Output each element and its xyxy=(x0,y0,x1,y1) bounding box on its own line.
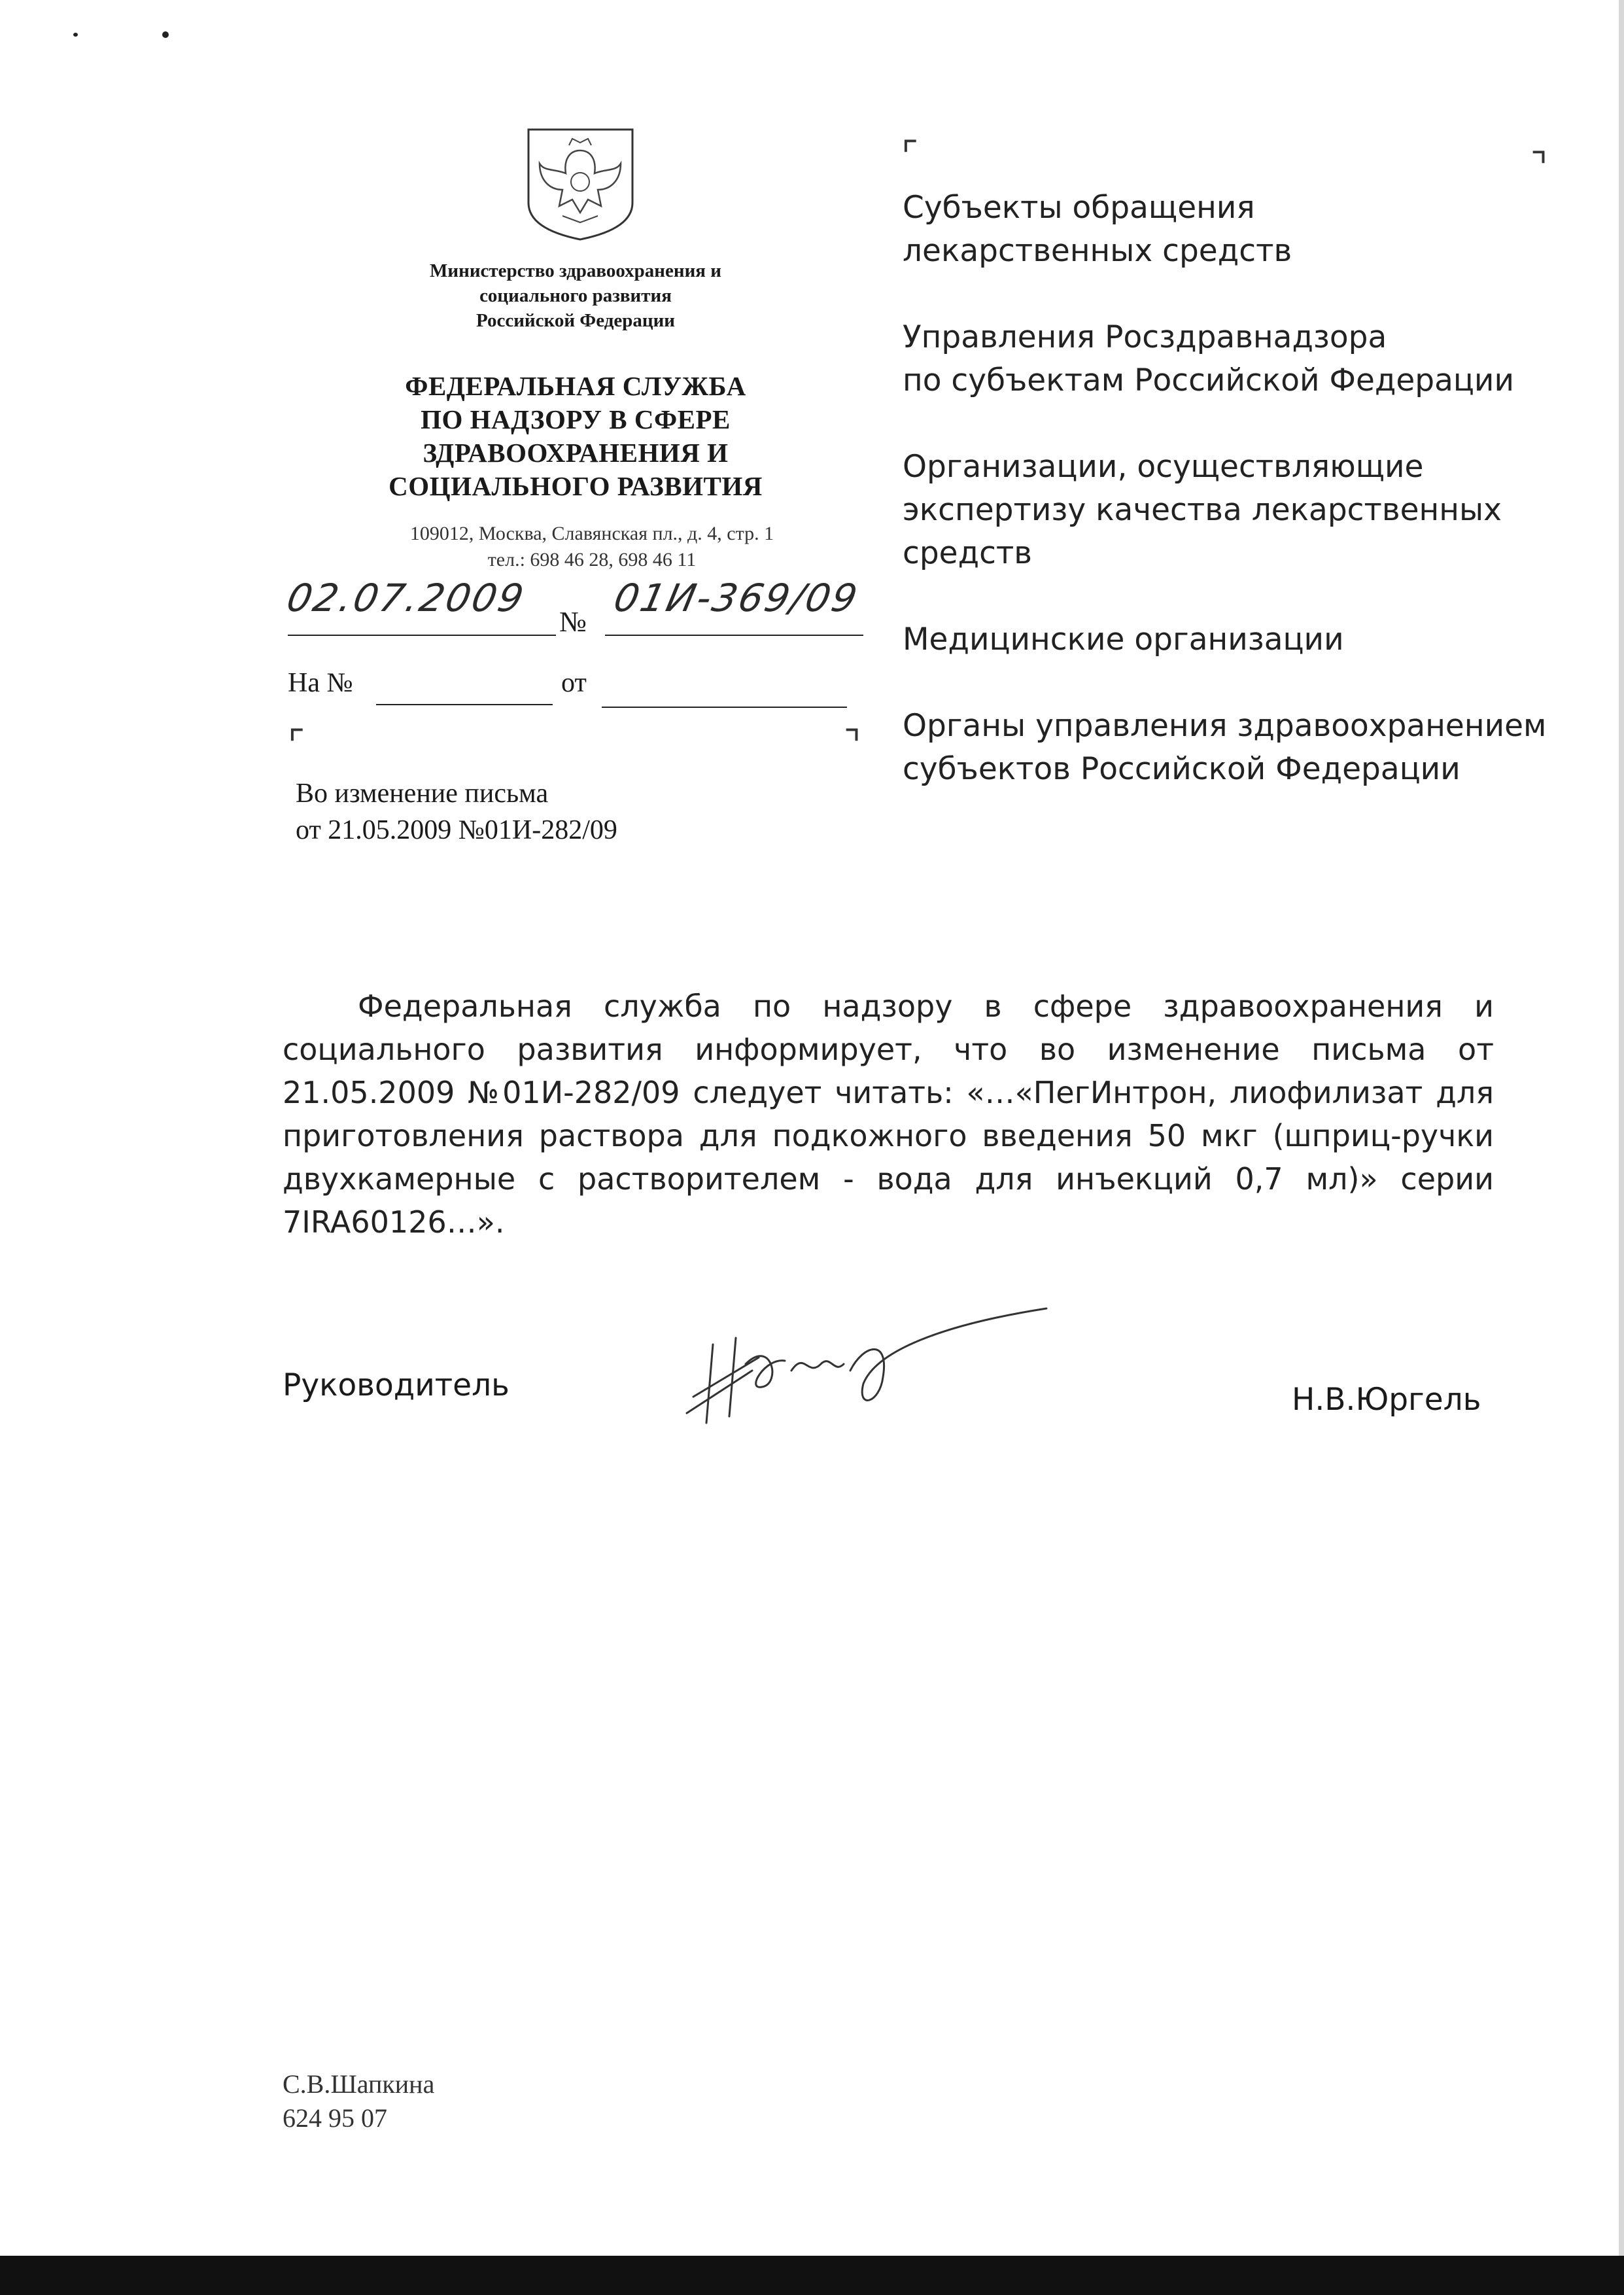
recipient-line: Медицинские организации xyxy=(903,622,1344,657)
reference-number-label: На № xyxy=(288,668,353,698)
bracket-corner-icon: ⌜ xyxy=(901,134,919,177)
recipient-line: Органы управления здравоохранением xyxy=(903,708,1547,744)
recipient-line: по субъектам Российской Федерации xyxy=(903,362,1514,398)
contact-phone: 624 95 07 xyxy=(283,2103,387,2133)
recipient-line: средств xyxy=(903,535,1033,571)
recipient-line: Организации, осуществляющие xyxy=(903,449,1424,485)
recipient-group xyxy=(903,186,1609,273)
agency-name xyxy=(301,370,850,503)
reference-date-blank xyxy=(602,707,847,708)
reference-from-label: от xyxy=(561,668,587,698)
letter-body: Федеральная служба по надзору в сфере здравоохранения и социального развития информирует, что во изменение письма от 21.05.2009 №01И-282/09 следует читать: «…«ПегИнтрон, лиофилизат для приготовления раствора для подкожного введения 50 мкг (шприц-ручки двухкамерные с растворителем - вода для инъекций 0,7 мл)» серии 7IRA60126…». xyxy=(283,989,1494,1240)
recipient-line: субъектов Российской Федерации xyxy=(903,751,1460,787)
scan-bottom-edge xyxy=(0,2256,1624,2295)
registration-number-handwritten: 01И-369/09 xyxy=(610,576,863,620)
agency-address xyxy=(340,521,844,573)
recipient-group xyxy=(903,446,1609,575)
coat-of-arms-emblem xyxy=(523,124,638,243)
recipient-line: лекарственных средств xyxy=(903,233,1292,269)
bracket-corner-icon: ⌜ xyxy=(288,723,305,765)
reference-line xyxy=(288,667,353,699)
agency-line: ПО НАДЗОРУ В СФЕРЕ xyxy=(421,404,731,434)
signatory-title: Руководитель xyxy=(283,1367,510,1403)
recipient-group xyxy=(903,316,1609,402)
ministry-name xyxy=(366,258,785,333)
date-underline xyxy=(288,635,556,636)
agency-line: СОЦИАЛЬНОГО РАЗВИТИЯ xyxy=(389,471,763,501)
agency-line: ЗДРАВООХРАНЕНИЯ И xyxy=(423,438,729,468)
agency-line: ФЕДЕРАЛЬНАЯ СЛУЖБА xyxy=(405,371,746,401)
ministry-line: социального развития xyxy=(479,285,672,306)
bracket-corner-icon: ⌝ xyxy=(1530,145,1548,188)
ministry-line: Министерство здравоохранения и xyxy=(430,260,721,281)
phone-line: тел.: 698 46 28, 698 46 11 xyxy=(487,549,697,570)
scan-speck xyxy=(73,33,78,37)
scan-speck xyxy=(162,31,169,38)
ministry-line: Российской Федерации xyxy=(475,310,675,331)
recipient-group xyxy=(903,618,1609,661)
amendment-reference xyxy=(296,775,617,849)
recipient-line: Управления Росздравнадзора xyxy=(903,319,1387,355)
recipient-group xyxy=(903,705,1609,791)
bracket-corner-icon: ⌝ xyxy=(844,723,861,765)
registration-date-handwritten: 02.07.2009 xyxy=(283,576,530,620)
scan-edge xyxy=(1619,0,1624,2295)
recipients-block xyxy=(903,186,1609,834)
reference-number-blank xyxy=(376,704,553,705)
recipient-line: экспертизу качества лекарственных xyxy=(903,492,1502,528)
contact-block xyxy=(283,2067,434,2135)
contact-name: С.В.Шапкина xyxy=(283,2069,435,2099)
handwritten-signature xyxy=(667,1299,1060,1436)
address-line: 109012, Москва, Славянская пл., д. 4, стр. 1 xyxy=(409,523,774,544)
amendment-line: от 21.05.2009 №01И-282/09 xyxy=(296,815,617,845)
registration-number-label: № xyxy=(559,606,587,638)
number-underline xyxy=(605,635,863,636)
signatory-name: Н.В.Юргель xyxy=(1292,1382,1481,1418)
amendment-line: Во изменение письма xyxy=(296,779,549,809)
recipient-line: Субъекты обращения xyxy=(903,190,1255,226)
